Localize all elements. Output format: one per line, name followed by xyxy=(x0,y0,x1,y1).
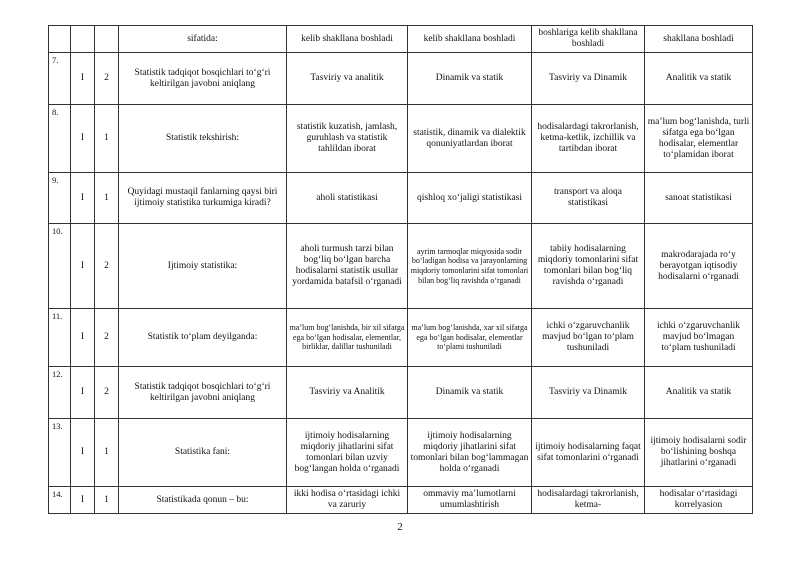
table-row xyxy=(49,309,753,367)
page-number: 2 xyxy=(397,521,403,533)
level-cell: I xyxy=(71,173,95,224)
answer-option: ijtimoiy hodisalarning miqdoriy jihatlarini sifat tomonlari bilan bog‘lammagan holda o‘rganadi xyxy=(408,419,532,487)
answer-option: Tasviriy va Dinamik xyxy=(532,53,645,105)
answer-option: ichki o‘zgaruvchanlik mavjud bo‘lmagan to‘plam tushuniladi xyxy=(645,309,753,367)
question-text: Ijtimoiy statistika: xyxy=(119,224,287,309)
answer-option: ijtimoiy hodisalarning miqdoriy jihatlarini sifat tomonlari bilan uzviy bog‘langan holda o‘rganadi xyxy=(287,419,408,487)
answer-option: ichki o‘zgaruvchanlik mavjud bo‘lgan to‘plam tushuniladi xyxy=(532,309,645,367)
answer-option: hodisalardagi takrorlanish, ketma-ketlik, izchillik va tartibdan iborat xyxy=(532,105,645,173)
table-row xyxy=(49,53,753,105)
answer-option: qishloq xo‘jaligi statistikasi xyxy=(408,173,532,224)
answer-option: ayrim tarmoqlar miqyosida sodir bo‘ladigan hodisa va jarayonlarning miqdoriy tomonlarini sifat tomonlari bilan bog‘liq ravishda o‘rganadi xyxy=(408,224,532,309)
level-cell: I xyxy=(71,419,95,487)
level-cell: I xyxy=(71,487,95,514)
score-cell: 1 xyxy=(95,105,119,173)
answer-option: makrodarajada ro‘y berayotgan iqtisodiy hodisalarni o‘rganadi xyxy=(645,224,753,309)
question-text: Statistika fani: xyxy=(119,419,287,487)
answer-option: Tasviriy va Dinamik xyxy=(532,367,645,419)
answer-option: aholi turmush tarzi bilan bog‘liq bo‘lgan barcha hodisalarni statistik usullar yordamida batafsil o‘rganadi xyxy=(287,224,408,309)
question-text: Statistikada qonun – bu: xyxy=(119,487,287,514)
question-text: Quyidagi mustaqil fanlarning qaysi biri ijtimoiy statistika turkumiga kiradi? xyxy=(119,173,287,224)
table-row xyxy=(49,487,753,514)
level-cell: I xyxy=(71,224,95,309)
question-number: 9. xyxy=(49,173,71,224)
question-number: 12. xyxy=(49,367,71,419)
table-row xyxy=(49,224,753,309)
answer-option: Analitik va statik xyxy=(645,53,753,105)
questions-table xyxy=(48,25,753,514)
answer-option: ma’lum bog‘lanishda, bir xil sifatga ega bo‘lgan hodisalar, elementlar, birliklar, dalillar tushuniladi xyxy=(287,309,408,367)
level-cell: I xyxy=(71,309,95,367)
answer-option: Tasviriy va Analitik xyxy=(287,367,408,419)
answer-option: statistik, dinamik va dialektik qonuniyatlardan iborat xyxy=(408,105,532,173)
question-text: Statistik tadqiqot bosqichlari to‘g‘ri keltirilgan javobni aniqlang xyxy=(119,367,287,419)
score-cell: 2 xyxy=(95,367,119,419)
answer-option: ikki hodisa o‘rtasidagi ichki va zaruriy xyxy=(287,487,408,514)
answer-option: ommaviy ma’lumotlarni umumlashtirish xyxy=(408,487,532,514)
header-cell: kelib shakllana boshladi xyxy=(287,26,408,53)
header-cell: shakllana boshladi xyxy=(645,26,753,53)
question-number: 8. xyxy=(49,105,71,173)
question-text: Statistik to‘plam deyilganda: xyxy=(119,309,287,367)
score-cell: 1 xyxy=(95,173,119,224)
question-number: 10. xyxy=(49,224,71,309)
score-cell: 1 xyxy=(95,419,119,487)
question-number: 11. xyxy=(49,309,71,367)
answer-option: ijtimoiy hodisalarning faqat sifat tomonlarini o‘rganadi xyxy=(532,419,645,487)
header-cell xyxy=(95,26,119,53)
score-cell: 2 xyxy=(95,53,119,105)
answer-option: Dinamik va statik xyxy=(408,53,532,105)
answer-option: Tasviriy va analitik xyxy=(287,53,408,105)
table-header-row xyxy=(49,26,753,53)
question-number: 7. xyxy=(49,53,71,105)
answer-option: ma’lum bog‘lanishda, turli sifatga ega bo‘lgan hodisalar, elementlar to‘plamidan iborat xyxy=(645,105,753,173)
level-cell: I xyxy=(71,53,95,105)
question-text: Statistik tekshirish: xyxy=(119,105,287,173)
answer-option: sanoat statistikasi xyxy=(645,173,753,224)
question-text: Statistik tadqiqot bosqichlari to‘g‘ri keltirilgan javobni aniqlang xyxy=(119,53,287,105)
table-row xyxy=(49,367,753,419)
table-row xyxy=(49,173,753,224)
header-cell xyxy=(71,26,95,53)
answer-option: transport va aloqa statistikasi xyxy=(532,173,645,224)
answer-option: tabiiy hodisalarning miqdoriy tomonlarini sifat tomonlari bilan bog‘liq ravishda o‘rganadi xyxy=(532,224,645,309)
answer-option: ijtimoiy hodisalarni sodir bo‘lishining boshqa jihatlarini o‘rganadi xyxy=(645,419,753,487)
score-cell: 2 xyxy=(95,224,119,309)
answer-option: Dinamik va statik xyxy=(408,367,532,419)
question-number: 14. xyxy=(49,487,71,514)
header-cell: boshlariga kelib shakllana boshladi xyxy=(532,26,645,53)
score-cell: 2 xyxy=(95,309,119,367)
score-cell: 1 xyxy=(95,487,119,514)
answer-option: hodisalardagi takrorlanish, ketma- xyxy=(532,487,645,514)
answer-option: statistik kuzatish, jamlash, guruhlash va statistik tahlildan iborat xyxy=(287,105,408,173)
header-cell xyxy=(49,26,71,53)
level-cell: I xyxy=(71,105,95,173)
header-cell: sifatida: xyxy=(119,26,287,53)
answer-option: hodisalar o‘rtasidagi korrelyasion xyxy=(645,487,753,514)
level-cell: I xyxy=(71,367,95,419)
answer-option: ma’lum bog‘lanishda, xar xil sifatga ega bo‘lgan hodisalar, elementlar to‘plami tushuniladi xyxy=(408,309,532,367)
answer-option: Analitik va statik xyxy=(645,367,753,419)
table-row xyxy=(49,105,753,173)
question-number: 13. xyxy=(49,419,71,487)
answer-option: aholi statistikasi xyxy=(287,173,408,224)
header-cell: kelib shakllana boshladi xyxy=(408,26,532,53)
table-row xyxy=(49,419,753,487)
